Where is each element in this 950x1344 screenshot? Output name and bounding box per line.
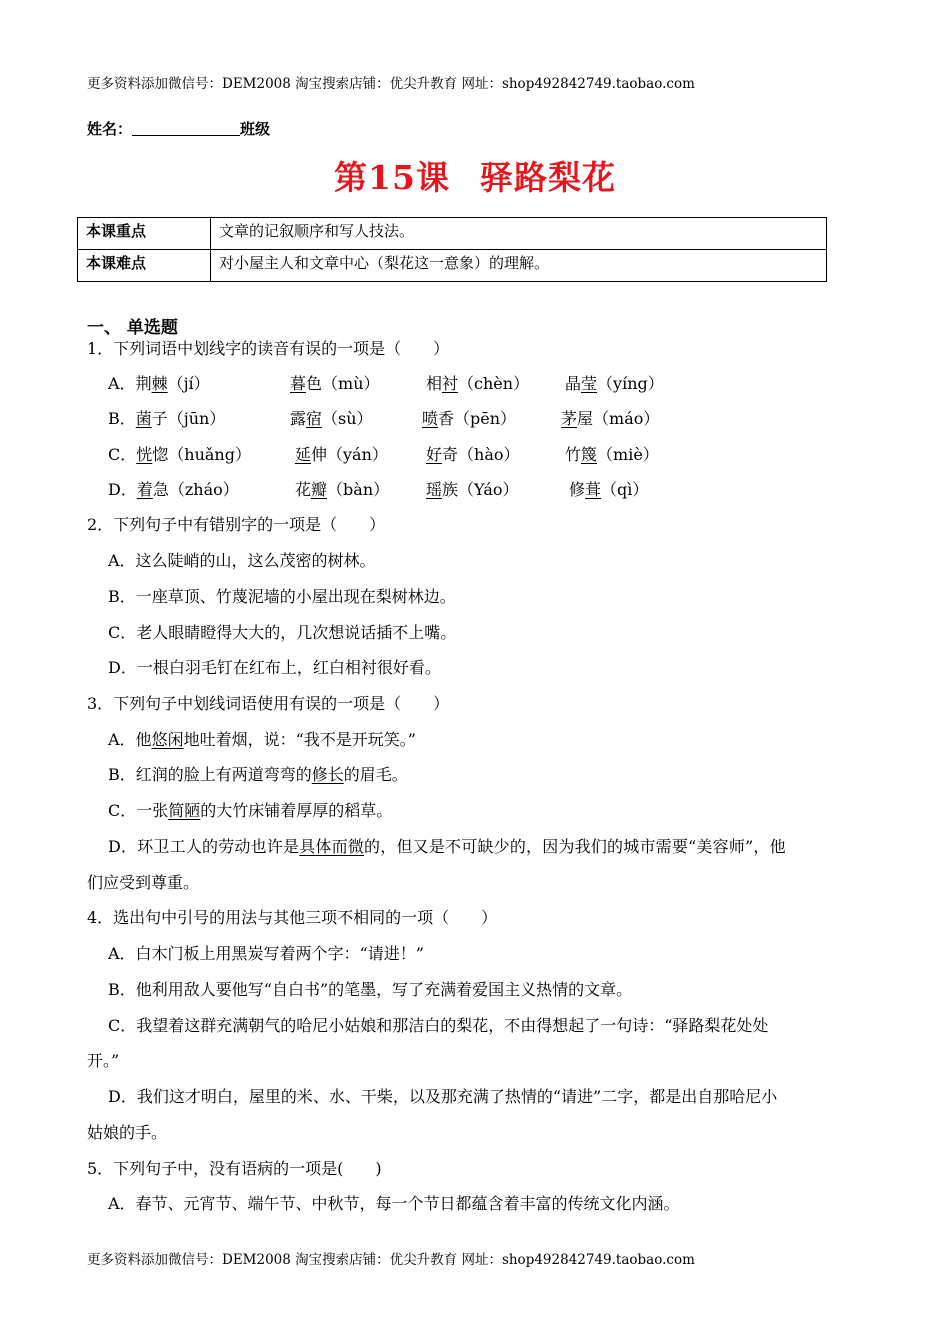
underlined-char: 莹: [581, 374, 598, 393]
q4-option-b: B．他利用敌人要他写“自白书”的笔墨，写了充满着爱国主义热情的文章。: [108, 980, 633, 999]
word-post: （miè）: [597, 445, 659, 464]
word-pre: 竹: [565, 445, 582, 464]
table-key: 本课难点: [78, 250, 211, 282]
q2-option-b: B．一座草顶、竹蔑泥墙的小屋出现在梨树林边。: [108, 587, 456, 606]
q4-option-a: A．白木门板上用黑炭写着两个字：“请进！”: [108, 944, 424, 963]
q1-c-item-2: [295, 444, 388, 466]
underlined-word: 悠闲: [151, 730, 184, 749]
q2-option-a: A．这么陡峭的山，这么茂密的树林。: [108, 551, 376, 570]
table-row: [78, 250, 827, 282]
word-post: 急（zháo）: [152, 480, 239, 499]
word-pre: 荆: [135, 374, 152, 393]
name-label: 姓名：: [87, 120, 133, 138]
underlined-char: 棘: [151, 374, 168, 393]
word-post: 惚（huǎng）: [152, 445, 251, 464]
text-pre: D．环卫工人的劳动也许是: [108, 837, 300, 856]
text-post: 的，但又是不可缺少的，因为我们的城市需要“美容师”，他: [364, 837, 786, 856]
underlined-word: 简陋: [168, 801, 201, 820]
underlined-char: 篾: [581, 445, 598, 464]
q4-option-c-cont: 开。”: [87, 1051, 120, 1070]
word-post: 族（Yáo）: [442, 480, 519, 499]
table-value: 对小屋主人和文章中心（梨花这一意象）的理解。: [211, 250, 827, 282]
underlined-char: 衬: [442, 374, 459, 393]
q4-option-c: C．我望着这群充满朝气的哈尼小姑娘和那洁白的梨花，不由得想起了一句诗：“驿路梨花处处: [108, 1016, 769, 1035]
q1-b-item-2: [290, 408, 373, 430]
q1-b-item-3: [422, 408, 516, 430]
q1-option-d: [108, 479, 239, 501]
q3-stem: 3．下列句子中划线词语使用有误的一项是（ ）: [87, 694, 450, 713]
word-pre: 露: [290, 409, 307, 428]
underlined-char: 延: [295, 445, 312, 464]
underlined-char: 宿: [306, 409, 323, 428]
word-post: 屋（máo）: [577, 409, 660, 428]
section-title: 一、 单选题: [87, 318, 178, 338]
word-pre: 花: [295, 480, 312, 499]
word-post: 伸（yán）: [311, 445, 388, 464]
q3-option-a: [108, 729, 416, 751]
option-letter: D．: [108, 480, 137, 499]
underlined-char: 着: [136, 480, 153, 499]
table-value: 文章的记叙顺序和写人技法。: [211, 218, 827, 250]
q2-option-c: C．老人眼睛瞪得大大的，几次想说话插不上嘴。: [108, 623, 457, 642]
text-post: 的大竹床铺着厚厚的稻草。: [200, 801, 393, 820]
q5-option-a: A．春节、元宵节、端午节、中秋节，每一个节日都蕴含着丰富的传统文化内涵。: [108, 1194, 680, 1213]
underlined-char: 喷: [422, 409, 439, 428]
underlined-char: 瓣: [311, 480, 328, 499]
word-post: （yíng）: [597, 374, 664, 393]
text-pre: C．一张: [108, 801, 169, 820]
q2-stem: 2．下列句子中有错别字的一项是（ ）: [87, 515, 386, 534]
title-lesson: 第15课: [334, 158, 450, 197]
q1-b-item-4: [561, 408, 659, 430]
underlined-char: 瑶: [426, 480, 443, 499]
q1-d-item-3: [426, 479, 519, 501]
q4-option-d-cont: 姑娘的手。: [87, 1123, 168, 1142]
word-post: （qì）: [601, 480, 649, 499]
q1-d-item-4: [569, 479, 648, 501]
word-post: （sù）: [322, 409, 373, 428]
word-pre: 晶: [565, 374, 582, 393]
name-blank: [132, 121, 240, 136]
option-letter: C．: [108, 445, 137, 464]
q1-option-c: [108, 444, 251, 466]
text-pre: A．他: [108, 730, 152, 749]
table-row: [78, 218, 827, 250]
q3-option-d: [108, 836, 786, 858]
q1-stem: 1．下列词语中划线字的读音有误的一项是（ ）: [87, 339, 450, 358]
word-post: 色（mù）: [306, 374, 380, 393]
option-letter: A．: [108, 374, 136, 393]
page-footer: 更多资料添加微信号：DEM2008 淘宝搜索店铺：优尖升教育 网址：shop492842749.taobao.com: [87, 1252, 695, 1268]
word-post: 奇（hào）: [442, 445, 520, 464]
word-post: （chèn）: [458, 374, 530, 393]
underlined-word: 具体而微: [299, 837, 365, 856]
title-name: 驿路梨花: [479, 158, 616, 197]
option-letter: B．: [108, 409, 136, 428]
q1-a-item-2: [290, 373, 380, 395]
class-label: 班级: [240, 120, 271, 138]
underlined-char: 菌: [135, 409, 152, 428]
underlined-char: 茅: [561, 409, 578, 428]
underlined-char: 好: [426, 445, 443, 464]
q1-option-a: [108, 373, 210, 395]
lesson-info-table: [77, 217, 827, 282]
q3-option-d-cont: 们应受到尊重。: [87, 873, 200, 892]
text-post: 地吐着烟，说：“我不是开玩笑。”: [183, 730, 416, 749]
q1-a-item-4: [565, 373, 664, 395]
text-post: 的眉毛。: [343, 765, 408, 784]
q1-option-b: [108, 408, 225, 430]
word-post: （bàn）: [327, 480, 390, 499]
word-pre: 修: [569, 480, 586, 499]
underlined-char: 暮: [290, 374, 307, 393]
text-pre: B．红润的脸上有两道弯弯的: [108, 765, 312, 784]
q2-option-d: D．一根白羽毛钉在红布上，红白相衬很好看。: [108, 658, 441, 677]
q3-option-c: [108, 800, 392, 822]
page-header: 更多资料添加微信号：DEM2008 淘宝搜索店铺：优尖升教育 网址：shop492842749.taobao.com: [87, 76, 695, 92]
name-class-line: [87, 118, 270, 139]
q5-stem: 5．下列句子中，没有语病的一项是( ): [87, 1159, 382, 1178]
q3-option-b: [108, 764, 408, 786]
q4-option-d: D．我们这才明白，屋里的米、水、干柴，以及那充满了热情的“请进”二字，都是出自那哈尼小: [108, 1087, 778, 1106]
word-post: 香（pēn）: [438, 409, 517, 428]
word-post: 子（jūn）: [151, 409, 226, 428]
page-title: [0, 152, 950, 199]
table-key: 本课重点: [78, 218, 211, 250]
q1-d-item-2: [295, 479, 389, 501]
word-pre: 相: [426, 374, 443, 393]
q1-a-item-3: [426, 373, 529, 395]
underlined-char: 葺: [585, 480, 602, 499]
underlined-char: 恍: [136, 445, 153, 464]
word-post: （jí）: [167, 374, 210, 393]
q1-c-item-4: [565, 444, 659, 466]
q1-c-item-3: [426, 444, 520, 466]
q4-stem: 4．选出句中引号的用法与其他三项不相同的一项（ ）: [87, 908, 498, 927]
underlined-word: 修长: [311, 765, 344, 784]
